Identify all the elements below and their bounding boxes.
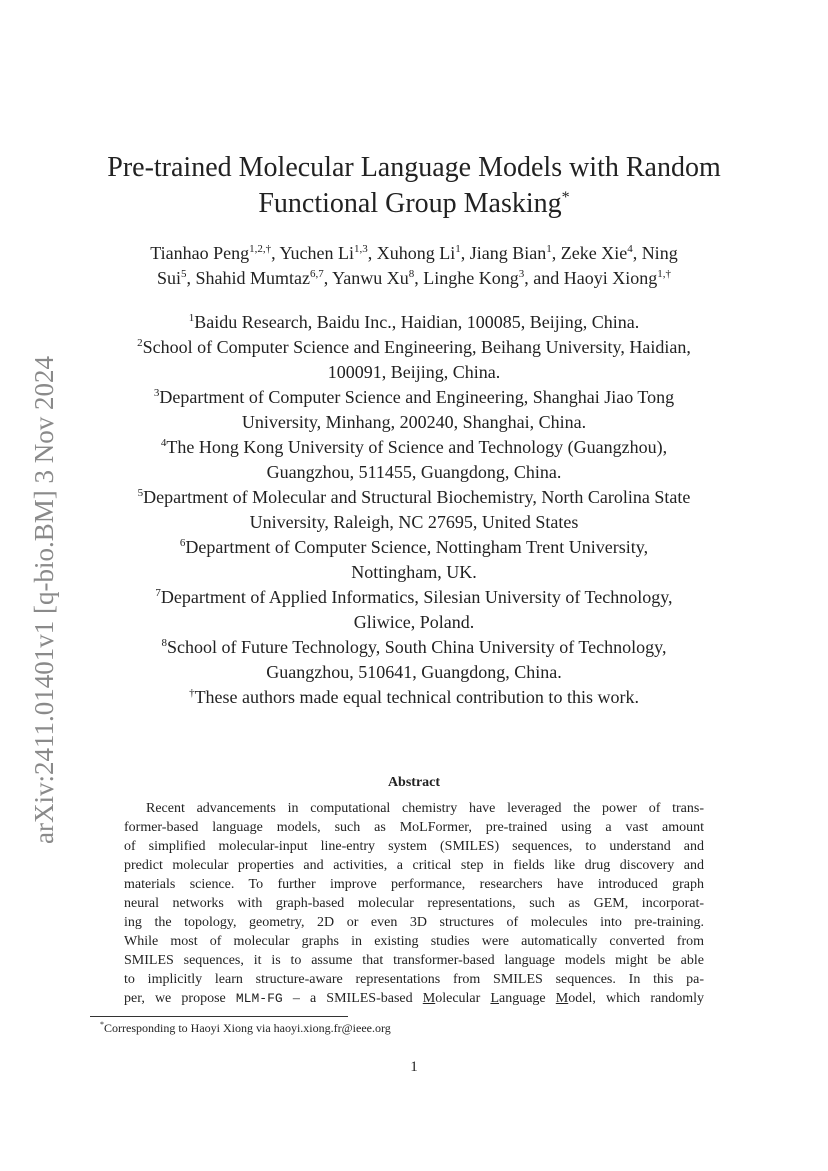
affiliation-mark: 4 [160,437,167,449]
affiliation-list [60,310,768,710]
affiliation-mark: 8 [161,637,168,649]
abstract-line: Recent advancements in computational chemistry have leveraged the power of trans- [146,801,704,816]
author-affiliation-marks: 6,7 [310,268,324,280]
affiliation-line: †These authors made equal technical contribution to this work. [189,687,639,707]
abstract-line: to implicitly learn structure-aware representations from SMILES sequences. In this pa- [124,972,704,987]
title-line-2: Functional Group Masking* [258,188,570,219]
paper-title [0,150,828,222]
affiliation-mark: 5 [137,487,144,499]
author-affiliation-marks: 1 [546,243,552,255]
author-name: Ning [641,243,678,263]
abstract-line: ing the topology, geometry, 2D or even 3D structures of molecules into pre-training. [124,915,704,930]
author-affiliation-marks: 1,3 [353,243,368,255]
affiliation-mark: 2 [137,337,143,349]
author-name: Jiang Bian [469,243,547,263]
affiliation-mark: 1 [188,312,195,324]
author-name: Haoyi Xiong [563,268,658,288]
author-affiliation-marks: 4 [627,243,633,255]
affiliation-line: $^2$School of Computer Science and Engineering, Beihang University, Haidian, [137,337,691,357]
affiliation-mark: 7 [155,587,161,599]
author-name: Zeke Xie [560,243,628,263]
footnote-rule [90,1016,348,1017]
author-name: Linghe Kong [423,268,519,288]
corresponding-footnote [100,1020,700,1036]
affiliation-line: 100091, Beijing, China. [327,362,501,382]
author-affiliation-marks: 8 [408,268,415,280]
abstract-line: predict molecular properties and activities, a critical step in fields like drug discovery and [124,858,704,873]
footnote-text: Corresponding to Haoyi Xiong via haoyi.xiong.fr@ieee.org [104,1021,391,1035]
affiliation-line: University, Minhang, 200240, Shanghai, China. [241,412,587,432]
abstract-line: neural networks with graph-based molecular representations, such as GEM, incorporat- [124,896,704,911]
affiliation-line: $^1$Baidu Research, Baidu Inc., Haidian, 100085, Beijing, China. [188,312,640,332]
affiliation-line: Guangzhou, 511455, Guangdong, China. [266,462,562,482]
author-name: Xuhong Li [376,243,456,263]
title-footnote-mark: * [561,189,570,206]
abstract-last-line: per, we propose MLM-FG – a SMILES-based Molecular Language Model, which randomly [124,991,704,1006]
abstract-heading: Abstract [387,775,441,790]
affiliation-mark: 6 [179,537,186,549]
abstract-line: SMILES sequences, it is to assume that transformer-based language models might be able [124,953,704,968]
title-line-1: Pre-trained Molecular Language Models with Random [107,152,721,183]
affiliation-line: $^6$Department of Computer Science, Nottingham Trent University, [179,537,649,557]
author-affiliation-marks: 3 [518,268,525,280]
abstract-line: former-based language models, such as MoLFormer, pre-trained using a vast amount [124,820,704,835]
abstract-line: While most of molecular graphs in existing studies were automatically converted from [124,934,704,949]
abstract-line: of simplified molecular-input line-entry system (SMILES) sequences, to understand and [124,839,704,854]
abstract-body [124,799,704,1008]
affiliation-line: $^3$Department of Computer Science and Engineering, Shanghai Jiao Tong [153,387,675,407]
author-name: Yuchen Li [279,243,354,263]
model-name-code: MLM-FG [235,991,283,1006]
author-affiliation-marks: 1 [455,243,461,255]
affiliation-mark: 3 [153,387,160,399]
author-affiliation-marks: 5 [181,268,187,280]
author-name: Shahid Mumtaz [195,268,310,288]
author-list [88,241,740,291]
affiliation-line: $^8$School of Future Technology, South China University of Technology, [161,637,667,657]
footnote-mark: * [100,1020,104,1029]
author-name: Sui [156,268,181,288]
author-name: Tianhao Peng [150,243,250,263]
abstract-line: materials science. To further improve performance, researchers have introduced graph [124,877,704,892]
affiliation-line: Guangzhou, 510641, Guangdong, China. [266,662,562,682]
author-name: Yanwu Xu [332,268,409,288]
affiliation-line: University, Raleigh, NC 27695, United States [249,512,579,532]
affiliation-line: Gliwice, Poland. [353,612,475,632]
author-affiliation-marks: 1,† [657,268,672,280]
author-line-2: Sui$^5$, Shahid Mumtaz$^{6,7}$, Yanwu Xu$^8$, Linghe Kong$^3$, and Haoyi Xiong$^{1,\dagger}$ [156,268,672,288]
arxiv-identifier: arXiv:2411.01401v1 [q-bio.BM] 3 Nov 2024 [29,356,59,844]
author-affiliation-marks: 1,2,† [249,243,272,255]
affiliation-line: Nottingham, UK. [351,562,477,582]
affiliation-mark: † [189,687,195,699]
affiliation-line: $^7$Department of Applied Informatics, Silesian University of Technology, [155,587,673,607]
page-number: 1 [410,1059,418,1075]
affiliation-line: $^5$Department of Molecular and Structural Biochemistry, North Carolina State [137,487,691,507]
affiliation-line: $^4$The Hong Kong University of Science and Technology (Guangzhou), [160,437,668,457]
author-line-1: Tianhao Peng$^{1,2,\dagger}$, Yuchen Li$^{1,3}$, Xuhong Li$^1$, Jiang Bian$^1$, Zeke Xie$^4$, Ning [150,243,678,263]
